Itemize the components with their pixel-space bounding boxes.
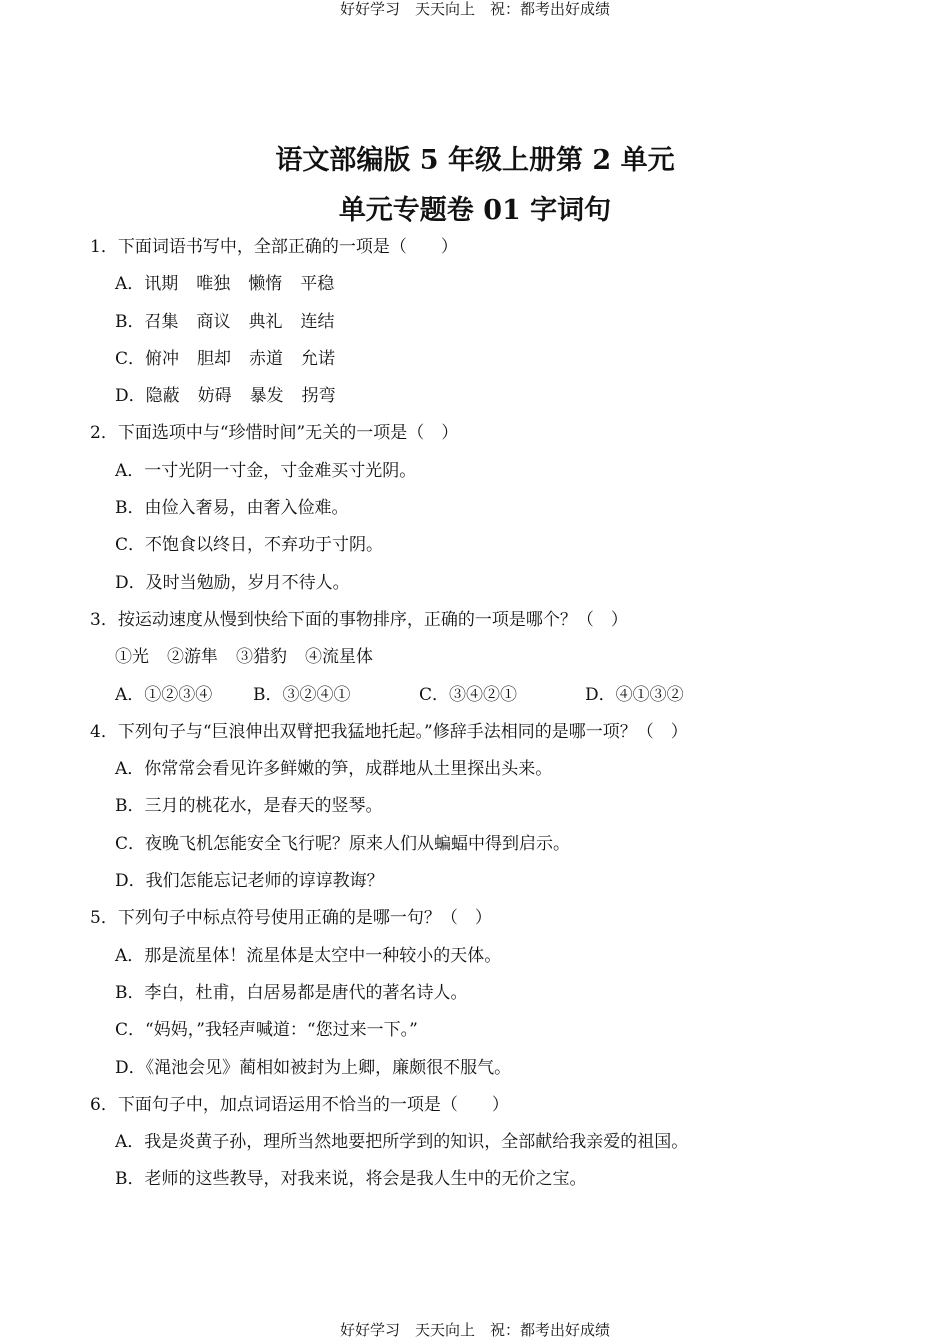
- word: 隐蔽: [145, 386, 180, 407]
- option-text: ④①③②: [615, 684, 684, 705]
- choice-c: [419, 677, 585, 714]
- question-3-stem: [0, 602, 950, 639]
- question-text: 下面句子中，加点词语运用不恰当的一项是（ ）: [117, 1094, 509, 1115]
- option-letter: C．: [115, 535, 146, 556]
- question-5-option-a: [0, 938, 950, 975]
- option-text: 三月的桃花水，是春天的竖琴。: [144, 796, 383, 817]
- option-letter: B．: [115, 796, 145, 817]
- question-2-option-c: [0, 527, 950, 564]
- question-6-option-b: [0, 1161, 950, 1198]
- option-text: 不饱食以终日，不弃功于寸阴。: [145, 535, 384, 556]
- option-letter: A．: [115, 460, 145, 481]
- word: 俯冲: [145, 348, 180, 369]
- question-1-option-d: [0, 378, 950, 415]
- question-6-stem: [0, 1087, 950, 1124]
- question-text: 下面选项中与“珍惜时间”无关的一项是（ ）: [117, 423, 459, 444]
- word: 允诺: [301, 348, 336, 369]
- option-letter: A．: [115, 759, 145, 780]
- option-text: ③②④①: [282, 684, 351, 705]
- option-text: ③④②①: [449, 684, 518, 705]
- option-text: ①②③④: [144, 684, 213, 705]
- question-4-option-d: [0, 863, 950, 900]
- question-text: 下列句子与“巨浪伸出双臂把我猛地托起。”修辞手法相同的是哪一项？（ ）: [117, 721, 688, 742]
- question-1-option-c: [0, 341, 950, 378]
- option-letter: B．: [115, 311, 145, 332]
- question-5-option-d: [0, 1050, 950, 1087]
- word: 召集: [144, 311, 179, 332]
- question-5-stem: [0, 900, 950, 937]
- choice-b: [253, 677, 419, 714]
- question-1-stem: [0, 229, 950, 266]
- word: 胆却: [197, 348, 232, 369]
- question-2-option-a: [0, 453, 950, 490]
- option-letter: D．: [585, 684, 616, 705]
- word: 妨碍: [197, 386, 232, 407]
- question-2-stem: [0, 415, 950, 452]
- question-text: 下列句子中标点符号使用正确的是哪一句？（ ）: [117, 908, 492, 929]
- option-text: 一寸光阴一寸金，寸金难买寸光阴。: [144, 460, 417, 481]
- list-item: ①光: [115, 647, 149, 668]
- option-letter: B．: [115, 1169, 145, 1190]
- word: 平稳: [300, 274, 335, 295]
- document-subtitle: 单元专题卷 01 字词句: [338, 195, 612, 226]
- question-4-option-c: [0, 826, 950, 863]
- question-1-option-a: [0, 266, 950, 303]
- option-text: 老师的这些教导，对我来说，将会是我人生中的无价之宝。: [144, 1169, 587, 1190]
- option-text: 李白，杜甫，白居易都是唐代的著名诗人。: [144, 982, 468, 1003]
- option-text: 我们怎能忘记老师的谆谆教诲？: [145, 871, 384, 892]
- question-4-stem: [0, 714, 950, 751]
- question-2-option-d: [0, 565, 950, 602]
- question-list: [0, 229, 950, 1199]
- option-text: 夜晚飞机怎能安全飞行呢？原来人们从蝙蝠中得到启示。: [145, 833, 571, 854]
- question-4-option-a: [0, 751, 950, 788]
- question-5-option-c: [0, 1012, 950, 1049]
- option-letter: C．: [115, 348, 146, 369]
- choice-a: [115, 677, 253, 714]
- option-text: “妈妈，”我轻声喊道：“您过来一下。”: [145, 1020, 418, 1041]
- option-letter: D．: [115, 871, 146, 892]
- option-letter: A．: [115, 684, 145, 705]
- running-footer: 好好学习 天天向上 祝：都考出好成绩: [339, 1321, 610, 1339]
- word: 赤道: [249, 348, 284, 369]
- option-letter: D．: [115, 1057, 146, 1078]
- word: 暴发: [249, 386, 284, 407]
- question-3-items: [0, 639, 950, 676]
- word: 连结: [300, 311, 335, 332]
- question-5-option-b: [0, 975, 950, 1012]
- word: 拐弯: [301, 386, 336, 407]
- option-text: 由俭入奢易，由奢入俭难。: [144, 498, 349, 519]
- question-2-option-b: [0, 490, 950, 527]
- word: 唯独: [196, 274, 231, 295]
- option-text: 那是流星体！流星体是太空中一种较小的天体。: [144, 945, 502, 966]
- question-number: 6．: [90, 1094, 118, 1115]
- option-letter: D．: [115, 386, 146, 407]
- option-text: 《渑池会见》蔺相如被封为上卿，廉颇很不服气。: [145, 1057, 512, 1078]
- option-letter: A．: [115, 945, 145, 966]
- word: 商议: [196, 311, 231, 332]
- option-text: 你常常会看见许多鲜嫩的笋，成群地从土里探出头来。: [144, 759, 553, 780]
- option-letter: D．: [115, 572, 146, 593]
- option-letter: C．: [115, 833, 146, 854]
- option-text: 及时当勉励，岁月不待人。: [145, 572, 350, 593]
- list-item: ③猎豹: [236, 647, 287, 668]
- word: 懒惰: [248, 274, 283, 295]
- question-text: 按运动速度从慢到快给下面的事物排序，正确的一项是哪个？（ ）: [117, 609, 628, 630]
- question-4-option-b: [0, 788, 950, 825]
- option-letter: B．: [115, 982, 145, 1003]
- list-item: ②游隼: [167, 647, 218, 668]
- option-letter: B．: [253, 684, 283, 705]
- word: 讯期: [144, 274, 179, 295]
- option-letter: A．: [115, 274, 145, 295]
- question-number: 1．: [90, 237, 118, 257]
- question-number: 3．: [90, 609, 118, 630]
- option-letter: C．: [115, 1020, 146, 1041]
- option-letter: C．: [419, 684, 450, 705]
- word: 典礼: [248, 311, 283, 332]
- option-letter: B．: [115, 498, 145, 519]
- running-header: 好好学习 天天向上 祝：都考出好成绩: [339, 0, 610, 18]
- option-letter: A．: [115, 1132, 145, 1153]
- question-number: 4．: [90, 721, 118, 742]
- list-item: ④流星体: [305, 647, 373, 668]
- question-1-option-b: [0, 304, 950, 341]
- choice-d: [585, 677, 684, 714]
- question-number: 5．: [90, 908, 118, 929]
- option-text: 我是炎黄子孙，理所当然地要把所学到的知识，全部献给我亲爱的祖国。: [144, 1132, 689, 1153]
- question-3-choices: [0, 677, 950, 714]
- question-number: 2．: [90, 423, 118, 444]
- question-6-option-a: [0, 1124, 950, 1161]
- document-title: 语文部编版 5 年级上册第 2 单元: [275, 145, 675, 176]
- question-text: 下面词语书写中，全部正确的一项是（ ）: [117, 237, 458, 257]
